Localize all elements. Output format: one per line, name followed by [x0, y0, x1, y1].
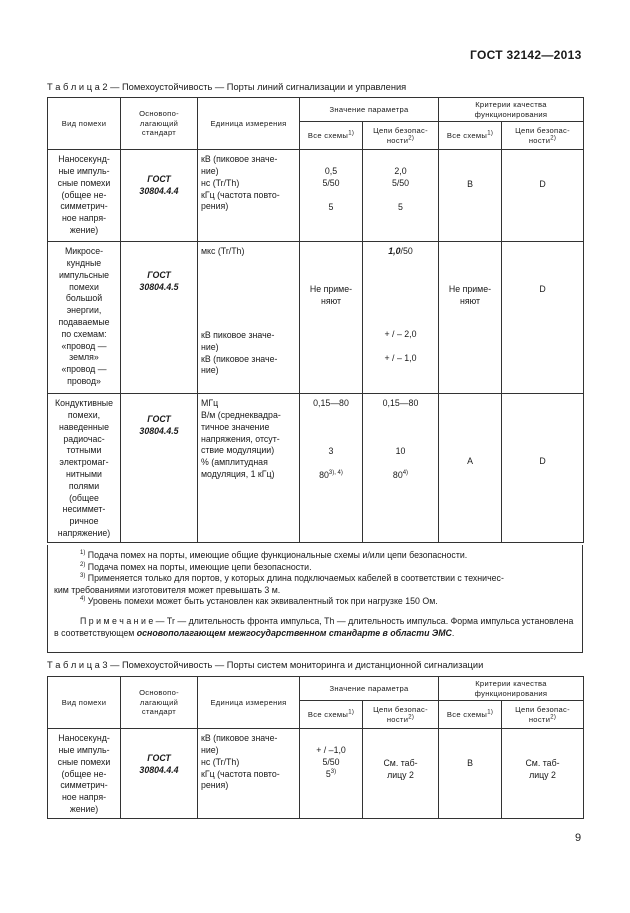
- table-row: [48, 394, 584, 543]
- header-safety: Цепи безопас- ности$^{2)}$: [363, 701, 439, 729]
- t3-row1-crit-all: B: [439, 729, 502, 819]
- row2-type: Микросе- кундные импульсные помехи большой энергии, подаваемые по схемам: «провод — земля» «провод — провод»: [48, 242, 121, 394]
- header-value: Значение параметра: [300, 98, 439, 122]
- row2-crit-safety: D: [502, 242, 584, 394]
- header-criteria: Критерии качества функционирования: [439, 677, 584, 701]
- row1-crit-safety: D: [502, 150, 584, 242]
- t3-row1-crit-safety: См. таб- лицу 2: [502, 729, 584, 819]
- header-all-schemes: Все схемы$^{1)}$: [300, 701, 363, 729]
- table2-primechanie: П р и м е ч а н и е — Tr — длительность фронта импульса, Th — длительность импульса. Форма импульса установлена в соответствующем основополагающем межгосударственном стандарте в области ЭМС.: [54, 615, 574, 638]
- header-value: Значение параметра: [300, 677, 439, 701]
- row1-standard: ГОСТ 30804.4.4: [121, 150, 198, 242]
- table2-caption: Т а б л и ц а 2 — Помехоустойчивость — Порты линий сигнализации и управления: [47, 82, 407, 92]
- t3-row1-standard: ГОСТ 30804.4.4: [121, 729, 198, 819]
- row1-type: Наносекунд- ные импуль- сные помехи (общее не- симметрич- ное напря- жение): [48, 150, 121, 242]
- table-row: [48, 242, 584, 394]
- row2-standard: ГОСТ 30804.4.5: [121, 242, 198, 394]
- footnote-2: $^{2)}$ Подача помех на порты, имеющие цепи безопасности.: [80, 561, 312, 572]
- row3-val-all: 0,15—80 3 $80^{3), 4)}$: [300, 394, 363, 543]
- table-row: [48, 150, 584, 242]
- row1-unit: кВ (пиковое значе- ние) нс (Tr/Th) кГц (частота повто- рения): [198, 150, 300, 242]
- table3: [47, 676, 584, 819]
- row1-val-all: 0,5 5/50 5: [300, 150, 363, 242]
- header-criteria-all: Все схемы$^{1)}$: [439, 122, 502, 150]
- table-row: [48, 729, 584, 819]
- header-criteria-all: Все схемы$^{1)}$: [439, 701, 502, 729]
- row2-unit: мкс (Tr/Th) кВ пиковое значе- ние) кВ (пиковое значе- ние): [198, 242, 300, 394]
- row1-crit-all: B: [439, 150, 502, 242]
- table2-header-row: [48, 98, 584, 122]
- header-criteria: Критерии качества функционирования: [439, 98, 584, 122]
- header-base-standard: Основопо- лагающий стандарт: [121, 677, 198, 729]
- row3-standard: ГОСТ 30804.4.5: [121, 394, 198, 543]
- footnote-4: $^{4)}$ Уровень помехи может быть установлен как эквивалентный ток при нагрузке 150 Ом.: [80, 596, 438, 607]
- row2-crit-all: Не приме- няют: [439, 242, 502, 394]
- row3-val-safety: 0,15—80 10 80$^{4)}$: [363, 394, 439, 543]
- header-unit: Единица измерения: [198, 677, 300, 729]
- header-all-schemes: Все схемы$^{1)}$: [300, 122, 363, 150]
- row2-val-all: Не приме- няют: [300, 242, 363, 394]
- row3-unit: МГц В/м (среднеквадра- тичное значение напряжения, отсут- ствие модуляции) % (амплитудная модуляция, 1 кГц): [198, 394, 300, 543]
- standard-designation: ГОСТ 32142—2013: [470, 48, 582, 62]
- page-number: 9: [575, 832, 582, 844]
- t3-row1-unit: кВ (пиковое значе- ние) нс (Tr/Th) кГц (частота повто- рения): [198, 729, 300, 819]
- header-criteria-safety: Цепи безопас- ности$^{2)}$: [502, 701, 584, 729]
- table3-caption: Т а б л и ц а 3 — Помехоустойчивость — Порты систем мониторинга и дистанционной сигнализации: [47, 660, 484, 670]
- header-criteria-safety: Цепи безопас- ности$^{2)}$: [502, 122, 584, 150]
- row3-crit-safety: D: [502, 394, 584, 543]
- footnote-3: $^{3)}$ Применяется только для портов, у которых длина подключаемых кабелей в соответствии с техничес- ким требованиями изготовителя может превышать 3 м.: [54, 573, 504, 595]
- row1-val-safety: 2,0 5/50 5: [363, 150, 439, 242]
- header-type: Вид помехи: [48, 677, 121, 729]
- t3-row1-val-all: + / –1,0 5/50 5$^{3)}$: [300, 729, 363, 819]
- table2-notes: [47, 545, 583, 653]
- row3-crit-all: A: [439, 394, 502, 543]
- header-base-standard: Основопо- лагающий стандарт: [121, 98, 198, 150]
- row2-val-safety: 1,0/50 + / – 2,0 + / – 1,0: [363, 242, 439, 394]
- table3-header-row: [48, 677, 584, 701]
- t3-row1-val-safety: См. таб- лицу 2: [363, 729, 439, 819]
- header-type: Вид помехи: [48, 98, 121, 150]
- header-safety: Цепи безопас- ности$^{2)}$: [363, 122, 439, 150]
- t3-row1-type: Наносекунд- ные импуль- сные помехи (общее не- симметрич- ное напря- жение): [48, 729, 121, 819]
- footnote-1: $^{1)}$ Подача помех на порты, имеющие общие функциональные схемы и/или цепи безопасности.: [80, 550, 468, 560]
- table2: [47, 97, 584, 543]
- row3-type: Кондуктивные помехи, наведенные радиочас- тотными электромаг- нитными полями (общее несиммет- ричное напряжение): [48, 394, 121, 543]
- header-unit: Единица измерения: [198, 98, 300, 150]
